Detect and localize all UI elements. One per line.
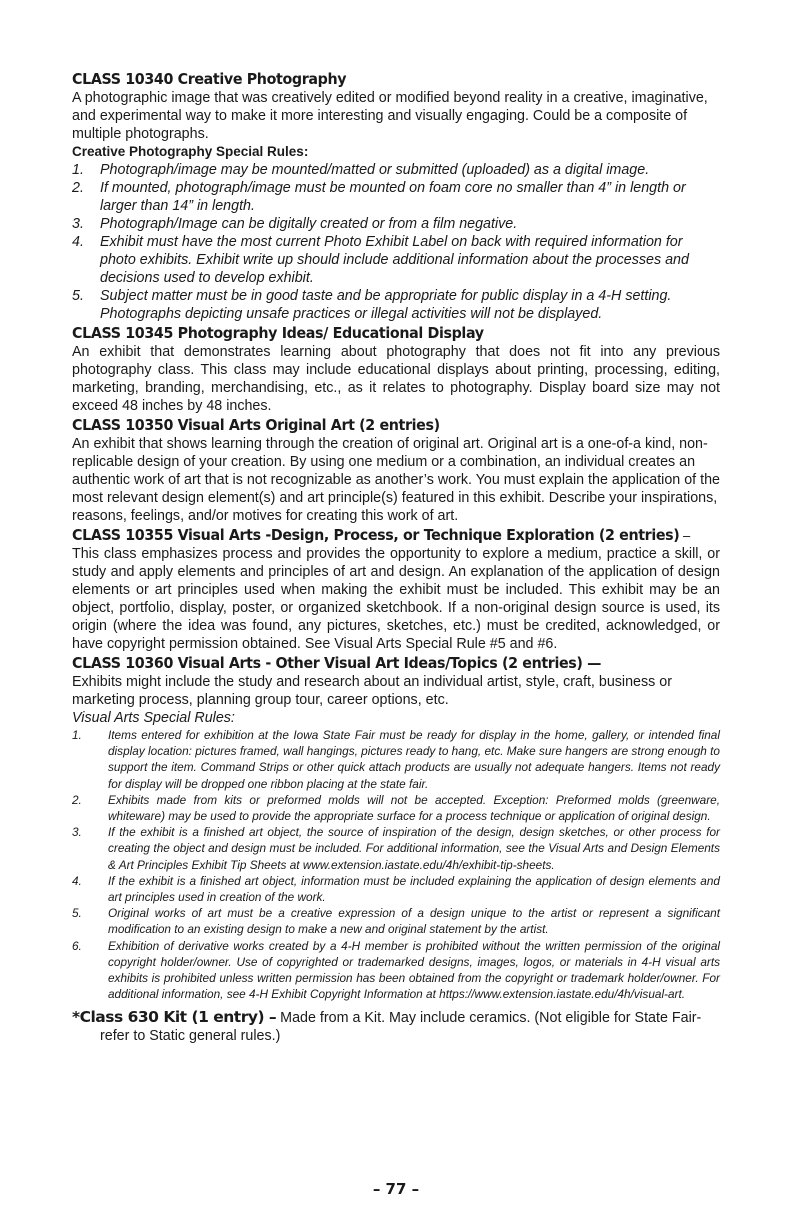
class-10345-heading: CLASS 10345 Photography Ideas/ Educational Display bbox=[72, 324, 484, 342]
list-item: 2. If mounted, photograph/image must be mounted on foam core no smaller than 4” in length or larger than 14” in length. bbox=[72, 180, 686, 214]
class-10355-title: CLASS 10355 Visual Arts -Design, Process, or Technique Exploration (2 entries) bbox=[72, 526, 680, 544]
class-10350-section bbox=[72, 415, 720, 525]
class-10340-section bbox=[72, 69, 720, 323]
class-10340-description: A photographic image that was creatively edited or modified beyond reality in a creative, imaginative, and experimental way to make it more interesting and visually engaging. Could be a composite of multiple photographs. bbox=[72, 90, 708, 142]
class-10350-description: An exhibit that shows learning through the creation of original art. Original art is a one-of-a kind, non-replicable design of your creation. By using one medium or a combination, an individual creates an authentic work of art that is not recognizable as another’s work. You must explain the application of the most relevant design element(s) and art principle(s) featured in this exhibit. Describe your inspirations, reasons, feelings, and/or motives for creating this work of art. bbox=[72, 436, 720, 524]
visual-arts-rules-list bbox=[72, 727, 720, 1002]
creative-photography-rules-list bbox=[72, 161, 720, 323]
list-item: 1. Items entered for exhibition at the Iowa State Fair must be ready for display in the home, gallery, or intended final display location: pictures framed, wall hangings, pictures ready to hang, etc. Make sure hangers are strong enough to support the item. Command Strips or other quick attach products are usually not adequate hangers. Items not ready for display will be dropped one ribbon placing at the state fair. bbox=[72, 728, 720, 791]
class-10355-description: This class emphasizes process and provides the opportunity to explore a medium, practice a skill, or study and apply elements and principles of art and design. An explanation of the application of design elements or art principles used when making the exhibit must be included. This exhibit may be an object, portfolio, display, poster, or organized sketchbook. If a non-original design source is used, its origin (where the idea was found, any pictures, sketches, etc.) must be credited, acknowledged, or have copyright permission obtained. See Visual Arts Special Rule #5 and #6. bbox=[72, 546, 720, 652]
list-item: 1. Photograph/image may be mounted/matted or submitted (uploaded) as a digital image. bbox=[72, 162, 650, 178]
list-item: 4. Exhibit must have the most current Photo Exhibit Label on back with required information for photo exhibits. Exhibit write up should include additional information about the processes and decisions used to develop exhibit. bbox=[72, 234, 689, 286]
class-10355-heading bbox=[72, 525, 691, 545]
list-item: 5. Subject matter must be in good taste and be appropriate for public display in a 4-H setting. Photographs depicting unsafe practices or illegal activities will not be displayed. bbox=[72, 288, 672, 322]
visual-arts-rules-heading: Visual Arts Special Rules: bbox=[72, 710, 235, 726]
class-10360-description: Exhibits might include the study and research about an individual artist, style, craft, business or marketing process, planning group tour, career options, etc. bbox=[72, 674, 672, 708]
list-item: 2. Exhibits made from kits or preformed molds will not be accepted. Exception: Preformed molds (greenware, whiteware) may be used to provide the appropriate surface for a process technique or application of original design. bbox=[72, 792, 720, 824]
class-10360-heading: CLASS 10360 Visual Arts - Other Visual Art Ideas/Topics (2 entries) — bbox=[72, 654, 602, 672]
class-630-heading: *Class 630 Kit (1 entry) – bbox=[72, 1008, 277, 1027]
class-630-description: Made from a Kit. May include ceramics. (Not eligible for State Fair- bbox=[280, 1010, 702, 1027]
class-10345-description: An exhibit that demonstrates learning about photography that does not fit into any previous photography class. This class may include educational displays about printing, processing, editing, marketing, branding, merchandising, etc., as it relates to photography. Display board size may not exceed 48 inches by 48 inches. bbox=[72, 344, 720, 414]
list-item: 5. Original works of art must be a creative expression of a design unique to the artist or represent a significant modification to an existing design to make a new and original statement by the artist. bbox=[72, 906, 720, 937]
class-630-description-continued: refer to Static general rules.) bbox=[100, 1028, 281, 1045]
list-item: 6. Exhibition of derivative works created by a 4-H member is prohibited without the written permission of the original copyright holder/owner. Use of copyrighted or trademarked designs, images, logos, or materials in 4-H visual arts exhibits is prohibited unless written permission has been obtained from the copyright or trademark holder/owner. For additional information, see 4-H Exhibit Copyright Information at https://www.extension.iastate.edu/4h/visual-art. bbox=[72, 938, 720, 1002]
class-10355-section bbox=[72, 525, 720, 653]
class-630-section bbox=[72, 1008, 720, 1045]
heading-dash: – bbox=[679, 527, 691, 543]
document-page bbox=[72, 69, 720, 1045]
page-number: – 77 – bbox=[372, 1180, 420, 1198]
class-10340-heading: CLASS 10340 Creative Photography bbox=[72, 70, 347, 88]
creative-photography-rules-heading: Creative Photography Special Rules: bbox=[72, 144, 309, 159]
list-item: 4. If the exhibit is a finished art object, information must be included explaining the application of design elements and art principles used in creation of the work. bbox=[72, 873, 720, 905]
class-10350-heading: CLASS 10350 Visual Arts Original Art (2 entries) bbox=[72, 416, 440, 434]
class-10345-section bbox=[72, 323, 720, 415]
class-10360-section bbox=[72, 653, 720, 1002]
list-item: 3. Photograph/Image can be digitally created or from a film negative. bbox=[72, 216, 518, 232]
list-item: 3. If the exhibit is a finished art object, the source of inspiration of the design, design sketches, or other process for creating the object and design must be included. For additional information, see the Visual Arts and Design Elements & Art Principles Exhibit Tip Sheets at www.extension.iastate.edu/4h/exhibit-tip-sheets. bbox=[72, 825, 720, 872]
